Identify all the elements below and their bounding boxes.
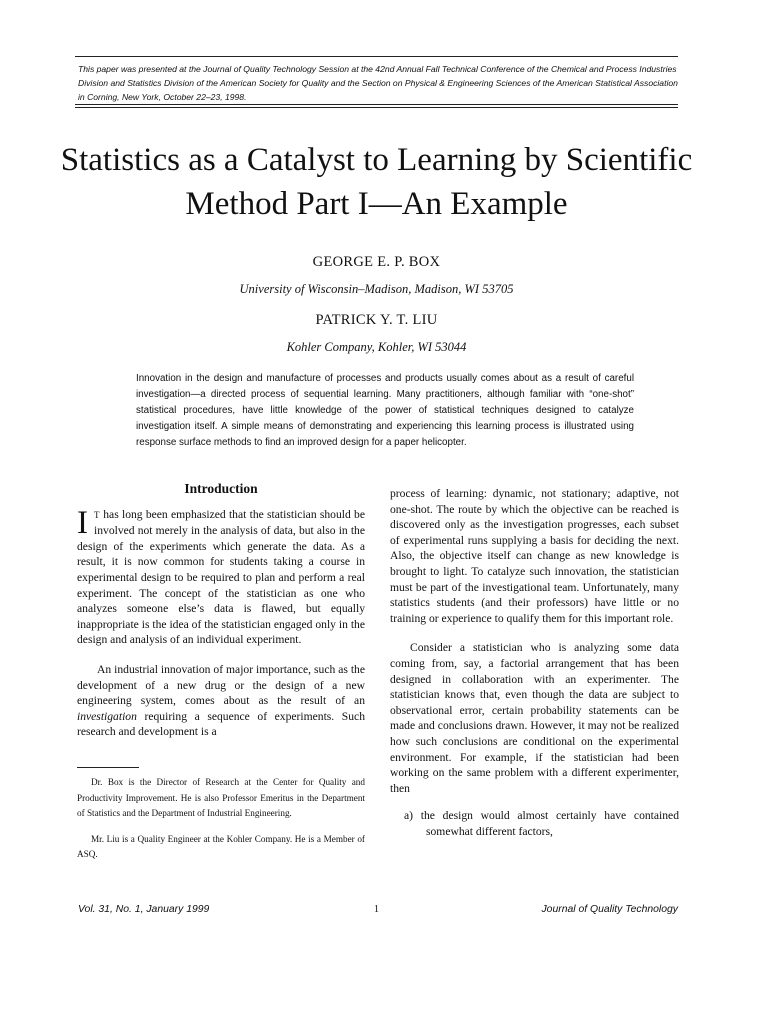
footnote: Mr. Liu is a Quality Engineer at the Kohler Company. He is a Member of ASQ. — [77, 833, 365, 859]
footnotes — [77, 775, 365, 863]
footer-volume: Vol. 31, No. 1, January 1999 — [78, 904, 210, 915]
left-column — [77, 481, 365, 740]
footer-journal: Journal of Quality Technology — [541, 904, 678, 915]
author-name: PATRICK Y. T. LIU — [315, 312, 438, 328]
section-heading: Introduction — [184, 481, 258, 496]
footnote-rule — [77, 767, 139, 768]
header-bottom-rule — [75, 104, 678, 108]
list-item: a) the design would almost certainly have contained somewhat different factors, — [404, 809, 679, 838]
lead-small-caps: T — [94, 509, 100, 520]
body-text: An industrial innovation of major importance, such as the development of a new drug or the design of a new engineering system, comes about as the result of an — [77, 662, 365, 708]
header-top-rule — [75, 56, 678, 57]
author-affiliation: University of Wisconsin–Madison, Madison, WI 53705 — [239, 282, 514, 296]
intro-paragraph-text: has long been emphasized that the statistician should be involved not merely in the analysis of data, but also in the design of the experiments which generate the data. As a result, it is now common for students taking a course in experimental design to be required to plan and perform a real experiment. The concept of the statistician as one who analyzes someone else’s data is flawed, but equally inappropriate is the idea of the statistician engaged only in the design and analysis of an individual experiment. — [77, 507, 365, 647]
page-number: 1 — [373, 904, 380, 915]
body-text: requiring a sequence of experiments. Such research and development is a — [77, 709, 365, 739]
author-affiliation: Kohler Company, Kohler, WI 53044 — [286, 340, 467, 354]
author-name: GEORGE E. P. BOX — [312, 254, 441, 270]
intro-paragraph — [77, 504, 365, 648]
drop-cap: I — [77, 504, 88, 541]
conference-note: This paper was presented at the Journal of Quality Technology Session at the 42nd Annual Fall Technical Conference of the Chemical and Process Industries Division and Statistics Division of the American Society for Quality and the Section on Physical & Engineering Sciences of the American Statistical Association in Corning, New York, October 22–23, 1998. — [78, 64, 678, 102]
body-paragraph — [77, 662, 365, 740]
body-paragraph: Consider a statistician who is analyzing some data coming from, say, a factorial arrangement that has been designed in collaboration with an experimenter. The statistician knows that, even though the data are subject to observational error, certain probability statements can be made and conclusions drawn. However, it may not be realized how such conclusions are conditional on the experimental environment. For example, if the statistician had been working on the same problem with a different experimenter, then — [390, 641, 679, 795]
body-paragraph: process of learning: dynamic, not stationary; adaptive, not one-shot. The route by which the objective can be reached is discovered only as the investigation progresses, each subset of experimental runs supplying a basis for deciding the next. Also, the objective itself can change as new knowledge is brought to light. To catalyze such innovation, the statistician must be part of the investigational team. Unfortunately, many statistics students (and their professors) have little or no training or experience to qualify them for this important role. — [390, 487, 679, 625]
footnote: Dr. Box is the Director of Research at the Center for Quality and Productivity Improvement. He is also Professor Emeritus in the Department of Statistics and the Department of Industrial Engineering. — [77, 777, 365, 818]
abstract: Innovation in the design and manufacture of processes and products usually comes about as a result of careful investigation—a directed process of sequential learning. Many practitioners, although familiar with “one-shot” statistical procedures, have little knowledge of the power of statistical techniques designed to catalyze investigation itself. A simple means of demonstrating and experiencing this learning process is illustrated using response surface methods to find an improved design for a paper helicopter. — [136, 373, 634, 448]
emphasis-text: investigation — [77, 709, 137, 723]
right-column — [390, 486, 679, 839]
paper-title: Statistics as a Catalyst to Learning by Scientific Method Part I—An Example — [60, 142, 693, 222]
